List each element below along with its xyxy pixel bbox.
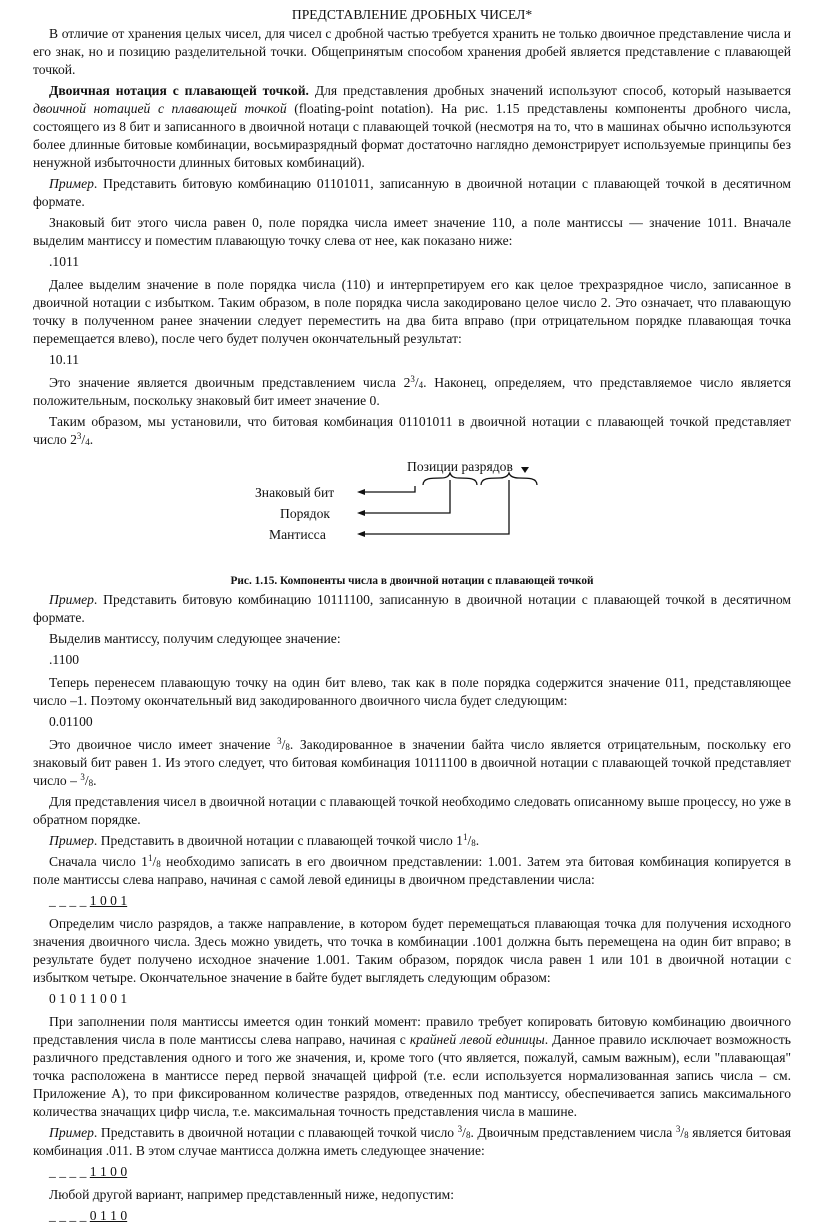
paragraph-sign-bit: Знаковый бит этого числа равен 0, поле порядка числа имеет значение 110, а поле мантиссы — значение 1011. Вначале выделим мантиссу и поместим плавающую точку слева от нее, как показано ниже: [33, 215, 791, 248]
paragraph-invalid: Любой другой вариант, например представленный ниже, недопустим: [49, 1187, 455, 1202]
example-4: Пример. Представить в двоичной нотации с плавающей точкой число $^3/_8$. Двоичным представлением числа $^3/_8$ является битовая комбинация .011. В этом случае мантисса должна иметь следующее значение: [33, 1124, 792, 1158]
term-heading: Двоичная нотация с плавающей точкой. [49, 83, 309, 98]
paragraph-mantissa-2: Выделив мантиссу, получим следующее значение: [49, 631, 341, 646]
figure-caption: Рис. 1.15. Компоненты числа в двоичной нотации с плавающей точкой [230, 575, 594, 587]
paragraph-negative: Это двоичное число имеет значение $^3/_8$. Закодированное в значении байта число является отрицательным, поскольку его знаковый бит равен 1. Из этого следует, что битовая комбинация 10111100 в двоичной нотации с плавающей точкой представляет число – $^3/_8$. [33, 736, 791, 788]
figure-header: Позиции разрядов [407, 459, 513, 474]
paragraph-conclusion: Таким образом, мы установили, что битовая комбинация 01101011 в двоичной нотации с плавающей точкой представляет число $2^3/_4$. [33, 414, 791, 447]
paragraph-exponent: Далее выделим значение в поле порядка числа (110) и интерпретируем его как целое трехразрядное число, записанное в двоичной нотации с избытком. Таким образом, в поле порядка числа закодировано целое число 2. Это означает, что плавающую точку в полученном ранее значении следует переместить на два бита вправо (при отрицательном порядке плавающая точка перемещается влево), после чего будет получен окончательный результат: [33, 277, 791, 346]
sign-bit-label: Знаковый бит [255, 485, 335, 500]
example-3: Пример. Представить в двоичной нотации с плавающей точкой число $1^1/_8$. [49, 832, 480, 848]
paragraph-binary: Сначала число $1^1/_8$ необходимо записать в его двоичном представлении: 1.001. Затем эта битовая комбинация копируется в поле мантиссы слева направо, начиная с самой левой единицы в двоичном представлении числа: [33, 853, 791, 887]
code-mantissa-4: _ _ _ _ 1 1 0 0 [49, 1164, 128, 1179]
paragraph-intro: В отличие от хранения целых чисел, для чисел с дробной частью требуется хранить не только двоичное представление числа и его знак, но и позицию разделительной точки. Общепринятым способом хранения дробей является представление с плавающей точкой. [33, 26, 791, 77]
paragraph-value: Это значение является двоичным представлением числа $2^3/_4$. Наконец, определяем, что представляемое число является положительным, поскольку знаковый бит имеет значение 0. [33, 374, 791, 408]
exponent-arrow-head [357, 510, 365, 516]
document-page [33, 6, 791, 1230]
sign-arrow [365, 486, 415, 492]
example-2: Пример. Представить битовую комбинацию 10111100, записанную в двоичной нотации с плавающей точкой в десятичном формате. [33, 592, 791, 625]
exponent-arrow [365, 480, 450, 513]
paragraph-reverse: Для представления чисел в двоичной нотации с плавающей точкой необходимо следовать описанному выше процессу, но уже в обратном порядке. [33, 794, 791, 827]
term-italic: двоичной нотацией с плавающей точкой [33, 101, 287, 116]
paragraph-notation: Двоичная нотация с плавающей точкой. Для представления дробных значений используют способ, который называется двоичной нотацией с плавающей точкой (floating-point notation). На рис. 1.15 представлены компоненты дробного числа, состоящего из 8 бит и записанного в двоичной нотаци с плавающей точкой (несмотря на то, что в машинах обычно используются более длинные битовые комбинации, восьмиразрядный формат достаточно наглядно демонстрирует используемые принципы без ненужной избыточности длинных битовых комбинаций). [33, 83, 792, 170]
example-1: Пример. Представить битовую комбинацию 01101011, записанную в двоичной нотации с плавающей точкой в десятичном формате. [33, 176, 791, 209]
mantissa-label: Мантисса [269, 527, 326, 542]
paragraph-normalization: При заполнении поля мантиссы имеется один тонкий момент: правило требует копировать битовую комбинацию двоичного представления числа в поле мантиссы слева направо, начиная с крайней левой единицы. Данное правило исключает возможность различного представления одного и того же значения, и, кроме того (что является, пожалуй, самым важным), если "плавающая" точка расположена в мантиссе перед первой значащей цифрой (т.е. если используется нормализованная запись числа – см. Приложение А), то при фиксированном количестве разрядов, отведенных под мантиссу, обеспечивается запись максимального количества значащих цифр числа, т.е. максимальная точность представления числа в машине. [33, 1014, 791, 1119]
paragraph-shift: Теперь перенесем плавающую точку на один бит влево, так как в поле порядка содержится значение 011, представляющее число –1. Поэтому окончательный вид закодированного двоичного числа будет следующим: [33, 675, 791, 708]
figure-bit-components [33, 452, 791, 568]
sign-arrow-head [357, 489, 365, 495]
mantissa-arrow-head [357, 531, 365, 537]
code-mantissa-1: .1011 [49, 254, 80, 269]
code-mantissa-invalid: _ _ _ _ 0 1 1 0 [49, 1208, 128, 1223]
code-result-1: 10.11 [49, 352, 80, 367]
header-arrow-head [521, 467, 529, 473]
code-result-2: 0.01100 [49, 714, 93, 729]
code-byte-result: 0 1 0 1 1 0 0 1 [49, 991, 128, 1006]
exponent-label: Порядок [280, 506, 330, 521]
paragraph-point-shift: Определим число разрядов, а также направление, в котором будет перемещаться плавающая точка для получения исходного значения двоичного числа. Здесь можно увидеть, что точка в комбинации .1001 должна быть перемещена на один бит вправо; в результате будет получено исходное значение 1.001. Таким образом, порядок числа равен 1 или 101 в двоичной нотации с избытком четыре. Окончательное значение в байте будет выглядеть следующим образом: [33, 916, 791, 985]
page-title: ПРЕДСТАВЛЕНИЕ ДРОБНЫХ ЧИСЕЛ* [291, 7, 533, 22]
code-mantissa-3: _ _ _ _ 1 0 0 1 [49, 893, 128, 908]
code-mantissa-2: .1100 [49, 652, 80, 667]
mantissa-arrow [365, 480, 509, 534]
